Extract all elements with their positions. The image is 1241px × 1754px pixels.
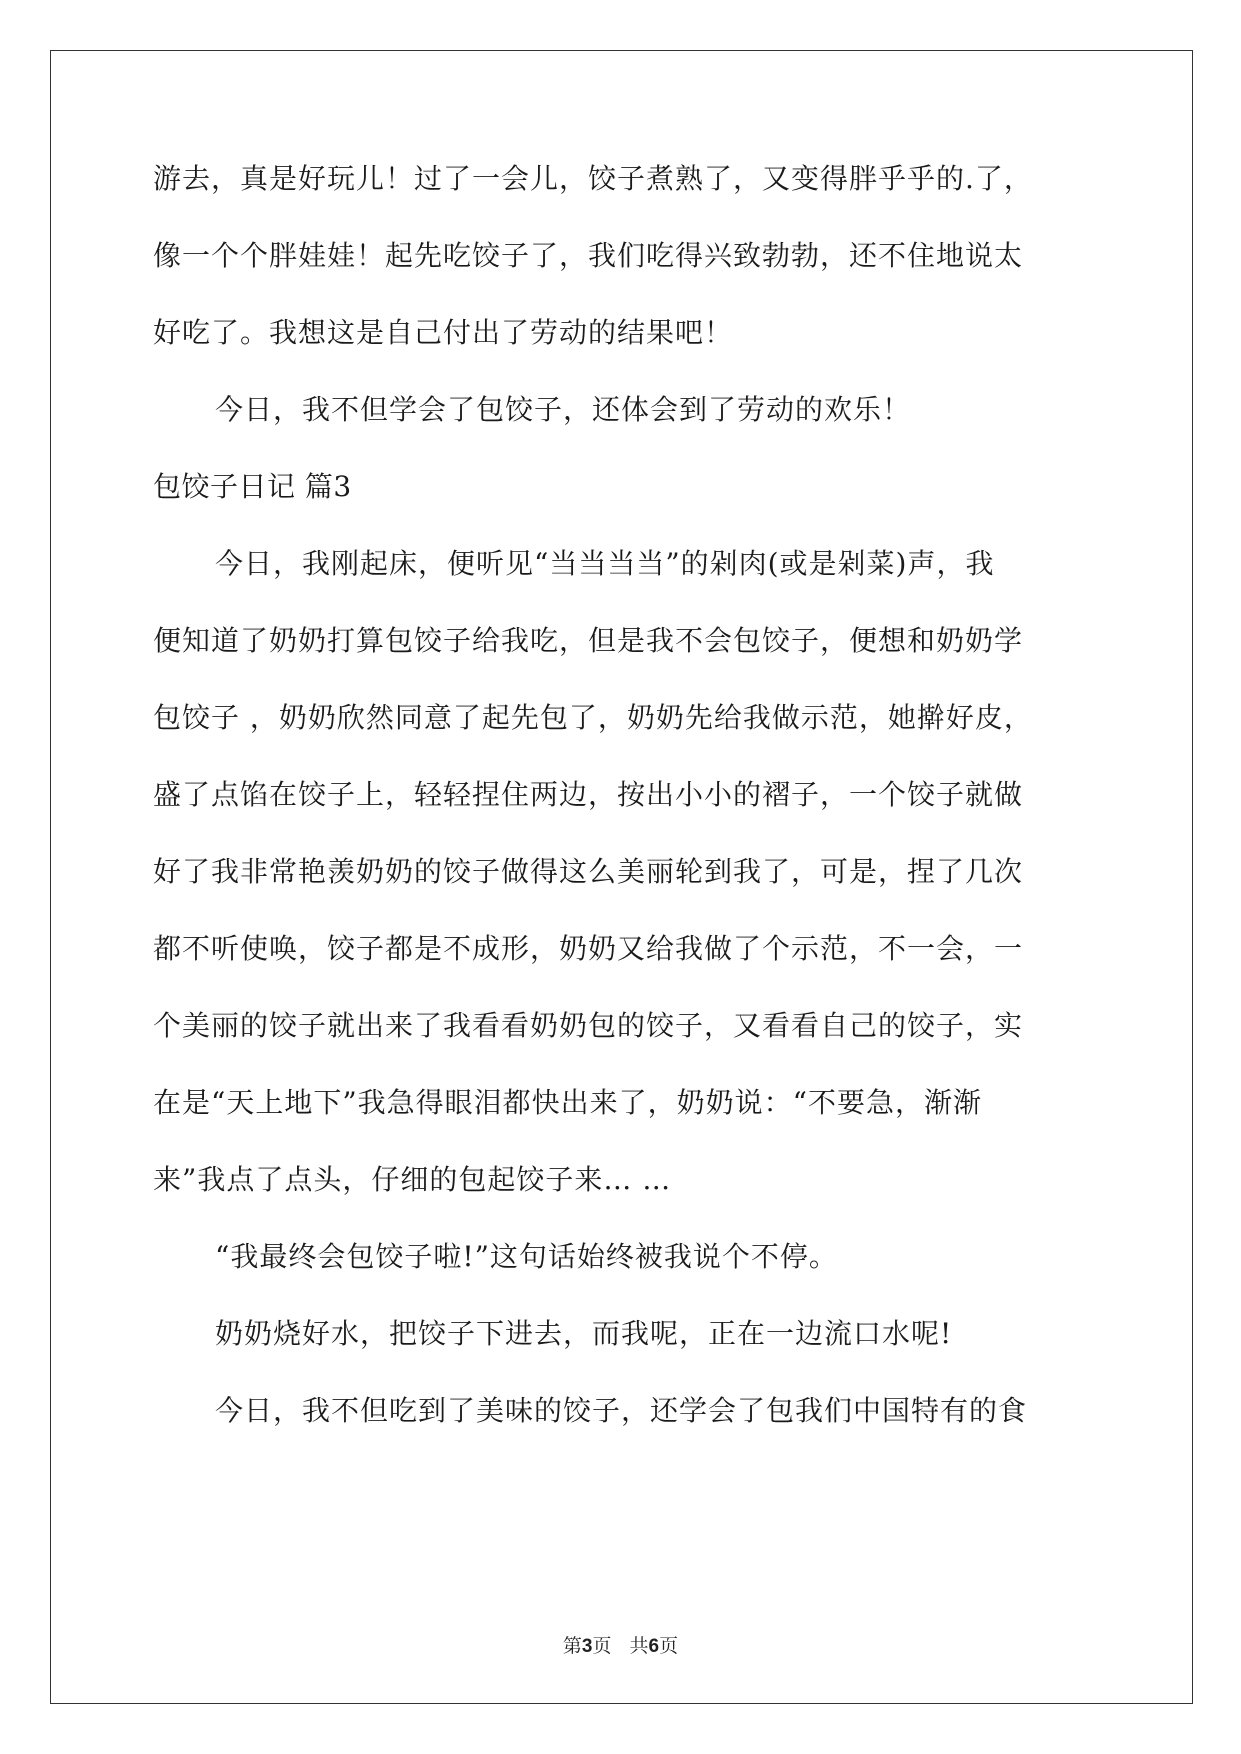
document-body	[153, 161, 1093, 1470]
page-current: 3	[581, 1636, 593, 1657]
paragraph-line: 奶奶烧好水，把饺子下进去，而我呢，正在一边流口水呢!	[215, 1317, 953, 1350]
paragraph-line: 好了我非常艳羡奶奶的饺子做得这么美丽轮到我了，可是，捏了几次	[153, 855, 1024, 888]
paragraph-line: 个美丽的饺子就出来了我看看奶奶包的饺子，又看看自己的饺子，实	[153, 1009, 1024, 1042]
paragraph-line: 包饺子 ，奶奶欣然同意了起先包了，奶奶先给我做示范，她擀好皮，	[153, 701, 1033, 734]
paragraph-line: 便知道了奶奶打算包饺子给我吃，但是我不会包饺子，便想和奶奶学	[153, 624, 1024, 657]
paragraph-line: 在是“天上地下”我急得眼泪都快出来了，奶奶说：“不要急，渐渐	[153, 1086, 982, 1119]
paragraph-line: 像一个个胖娃娃！起先吃饺子了，我们吃得兴致勃勃，还不住地说太	[153, 239, 1024, 272]
page-suffix: 页	[592, 1635, 612, 1657]
total-suffix: 页	[659, 1635, 679, 1657]
section-heading: 包饺子日记 篇3	[153, 470, 352, 503]
paragraph-line: 来”我点了点头，仔细的包起饺子来… …	[153, 1163, 672, 1196]
paragraph-line: 都不听使唤，饺子都是不成形，奶奶又给我做了个示范，不一会，一	[153, 932, 1024, 965]
paragraph-line: 今日，我不但吃到了美味的饺子，还学会了包我们中国特有的食	[215, 1394, 1028, 1427]
paragraph-line: 今日，我刚起床，便听见“当当当当”的剁肉(或是剁菜)声，我	[215, 547, 995, 580]
page-footer	[0, 1631, 1241, 1658]
page-total: 6	[648, 1636, 660, 1657]
paragraph-line: 今日，我不但学会了包饺子，还体会到了劳动的欢乐！	[215, 393, 912, 426]
paragraph-line: 游去，真是好玩儿！过了一会儿，饺子煮熟了，又变得胖乎乎的.了，	[153, 162, 1033, 195]
paragraph-line: 盛了点馅在饺子上，轻轻捏住两边，按出小小的褶子，一个饺子就做	[153, 778, 1024, 811]
total-prefix: 共	[629, 1635, 649, 1657]
paragraph-line: 好吃了。我想这是自己付出了劳动的结果吧！	[153, 316, 734, 349]
page-prefix: 第	[562, 1635, 582, 1657]
paragraph-line: “我最终会包饺子啦!”这句话始终被我说个不停。	[215, 1240, 838, 1273]
